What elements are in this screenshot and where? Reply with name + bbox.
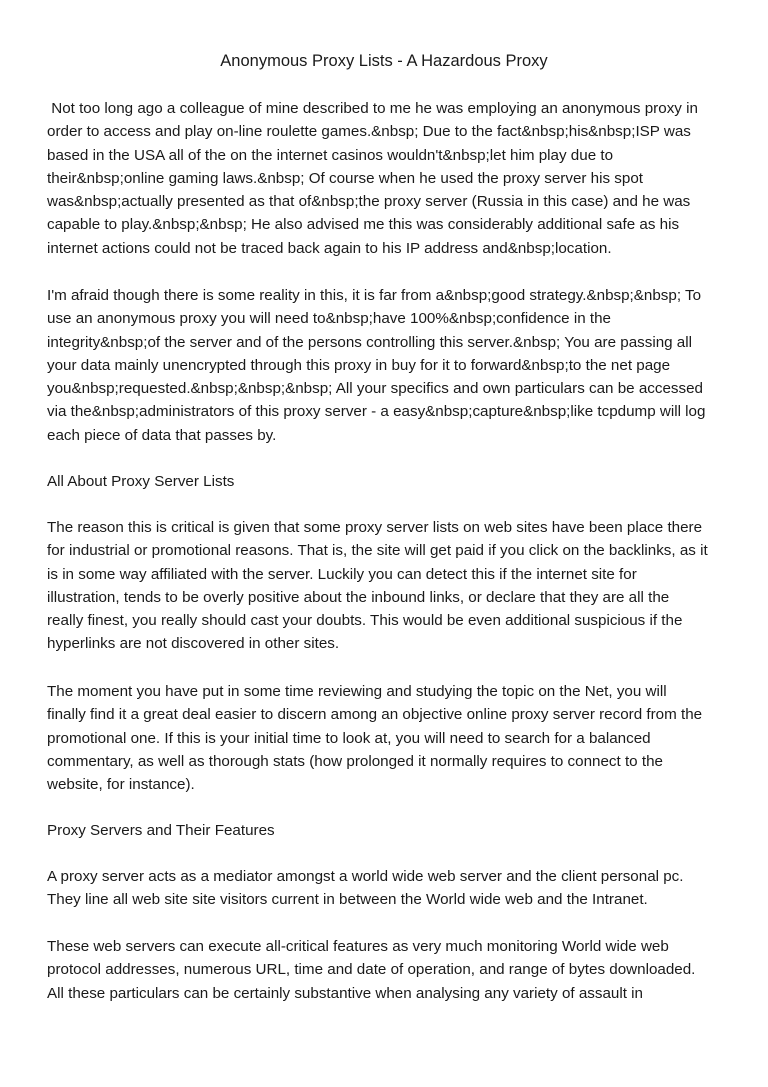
text-line: your data mainly unencrypted through this proxy in buy for it to forward&nbsp;to the net page [47, 356, 671, 374]
text-line: finally find it a great deal easier to discern among an objective online proxy server record from the [47, 706, 703, 724]
paragraph [47, 680, 737, 796]
text-line: really finest, you really should cast your doubts. This would be even additional suspicious if the [47, 612, 683, 630]
text-line: order to access and play on-line roulette games.&nbsp; Due to the fact&nbsp;his&nbsp;ISP was [47, 123, 691, 141]
text-line: The moment you have put in some time reviewing and studying the topic on the Net, you will [47, 683, 667, 700]
text-line: A proxy server acts as a mediator amongst a world wide web server and the client personal pc. [47, 868, 684, 885]
text-line: internet actions could not be traced back again to his IP address and&nbsp;location. [47, 239, 612, 257]
page-title: Anonymous Proxy Lists - A Hazardous Proxy [220, 52, 548, 70]
text-line: All these particulars can be certainly substantive when analysing any variety of assault in [47, 984, 644, 1002]
section-heading: All About Proxy Server Lists [47, 473, 235, 490]
text-line: promotional one. If this is your initial time to look at, you will need to search for a balanced [47, 729, 651, 747]
text-line: illustration, tends to be overly positive about the inbound links, or declare that they are all the [47, 588, 670, 606]
section-heading: Proxy Servers and Their Features [47, 822, 275, 839]
text-line: you&nbsp;requested.&nbsp;&nbsp;&nbsp; All your specifics and own particulars can be accessed [47, 380, 703, 398]
text-line: their&nbsp;online gaming laws.&nbsp; Of course when he used the proxy server his spot [47, 169, 644, 187]
text-line: They line all web site site visitors current in between the World wide web and the Intranet. [47, 891, 648, 909]
paragraph [47, 516, 737, 656]
text-line: is in some way affiliated with the server. Luckily you can detect this if the internet site for [47, 565, 637, 583]
text-line: each piece of data that passes by. [47, 426, 277, 444]
text-line: Not too long ago a colleague of mine described to me he was employing an anonymous proxy in [47, 100, 698, 117]
text-line: protocol addresses, numerous URL, time and date of operation, and range of bytes downloaded. [47, 961, 696, 979]
text-line: These web servers can execute all-critical features as very much monitoring World wide web [47, 938, 669, 955]
paragraph [47, 935, 737, 1005]
text-line: via the&nbsp;administrators of this proxy server - a easy&nbsp;capture&nbsp;like tcpdump will log [47, 403, 706, 421]
text-line: I'm afraid though there is some reality in this, it is far from a&nbsp;good strategy.&nbsp;&nbsp; To [47, 287, 702, 304]
paragraph [47, 284, 737, 447]
text-line: The reason this is critical is given that some proxy server lists on web sites have been place there [47, 519, 703, 536]
text-line: commentary, as well as thorough stats (how prolonged it normally requires to connect to the [47, 752, 663, 770]
text-line: was&nbsp;actually presented as that of&nbsp;the proxy server (Russia in this case) and he was [47, 193, 691, 211]
paragraph [47, 865, 737, 912]
text-line: based in the USA all of the on the internet casinos wouldn't&nbsp;let him play due to [47, 146, 614, 164]
text-line: capable to play.&nbsp;&nbsp; He also advised me this was considerably additional safe as his [47, 216, 680, 234]
paragraph [47, 97, 737, 260]
text-line: for industrial or promotional reasons. That is, the site will get paid if you click on the backlinks, as it [47, 542, 708, 560]
text-line: hyperlinks are not discovered in other sites. [47, 635, 340, 653]
text-line: integrity&nbsp;of the server and of the persons controlling this server.&nbsp; You are passing all [47, 333, 693, 351]
text-line: website, for instance). [47, 776, 195, 794]
text-line: use an anonymous proxy you will need to&nbsp;have 100%&nbsp;confidence in the [47, 310, 611, 328]
